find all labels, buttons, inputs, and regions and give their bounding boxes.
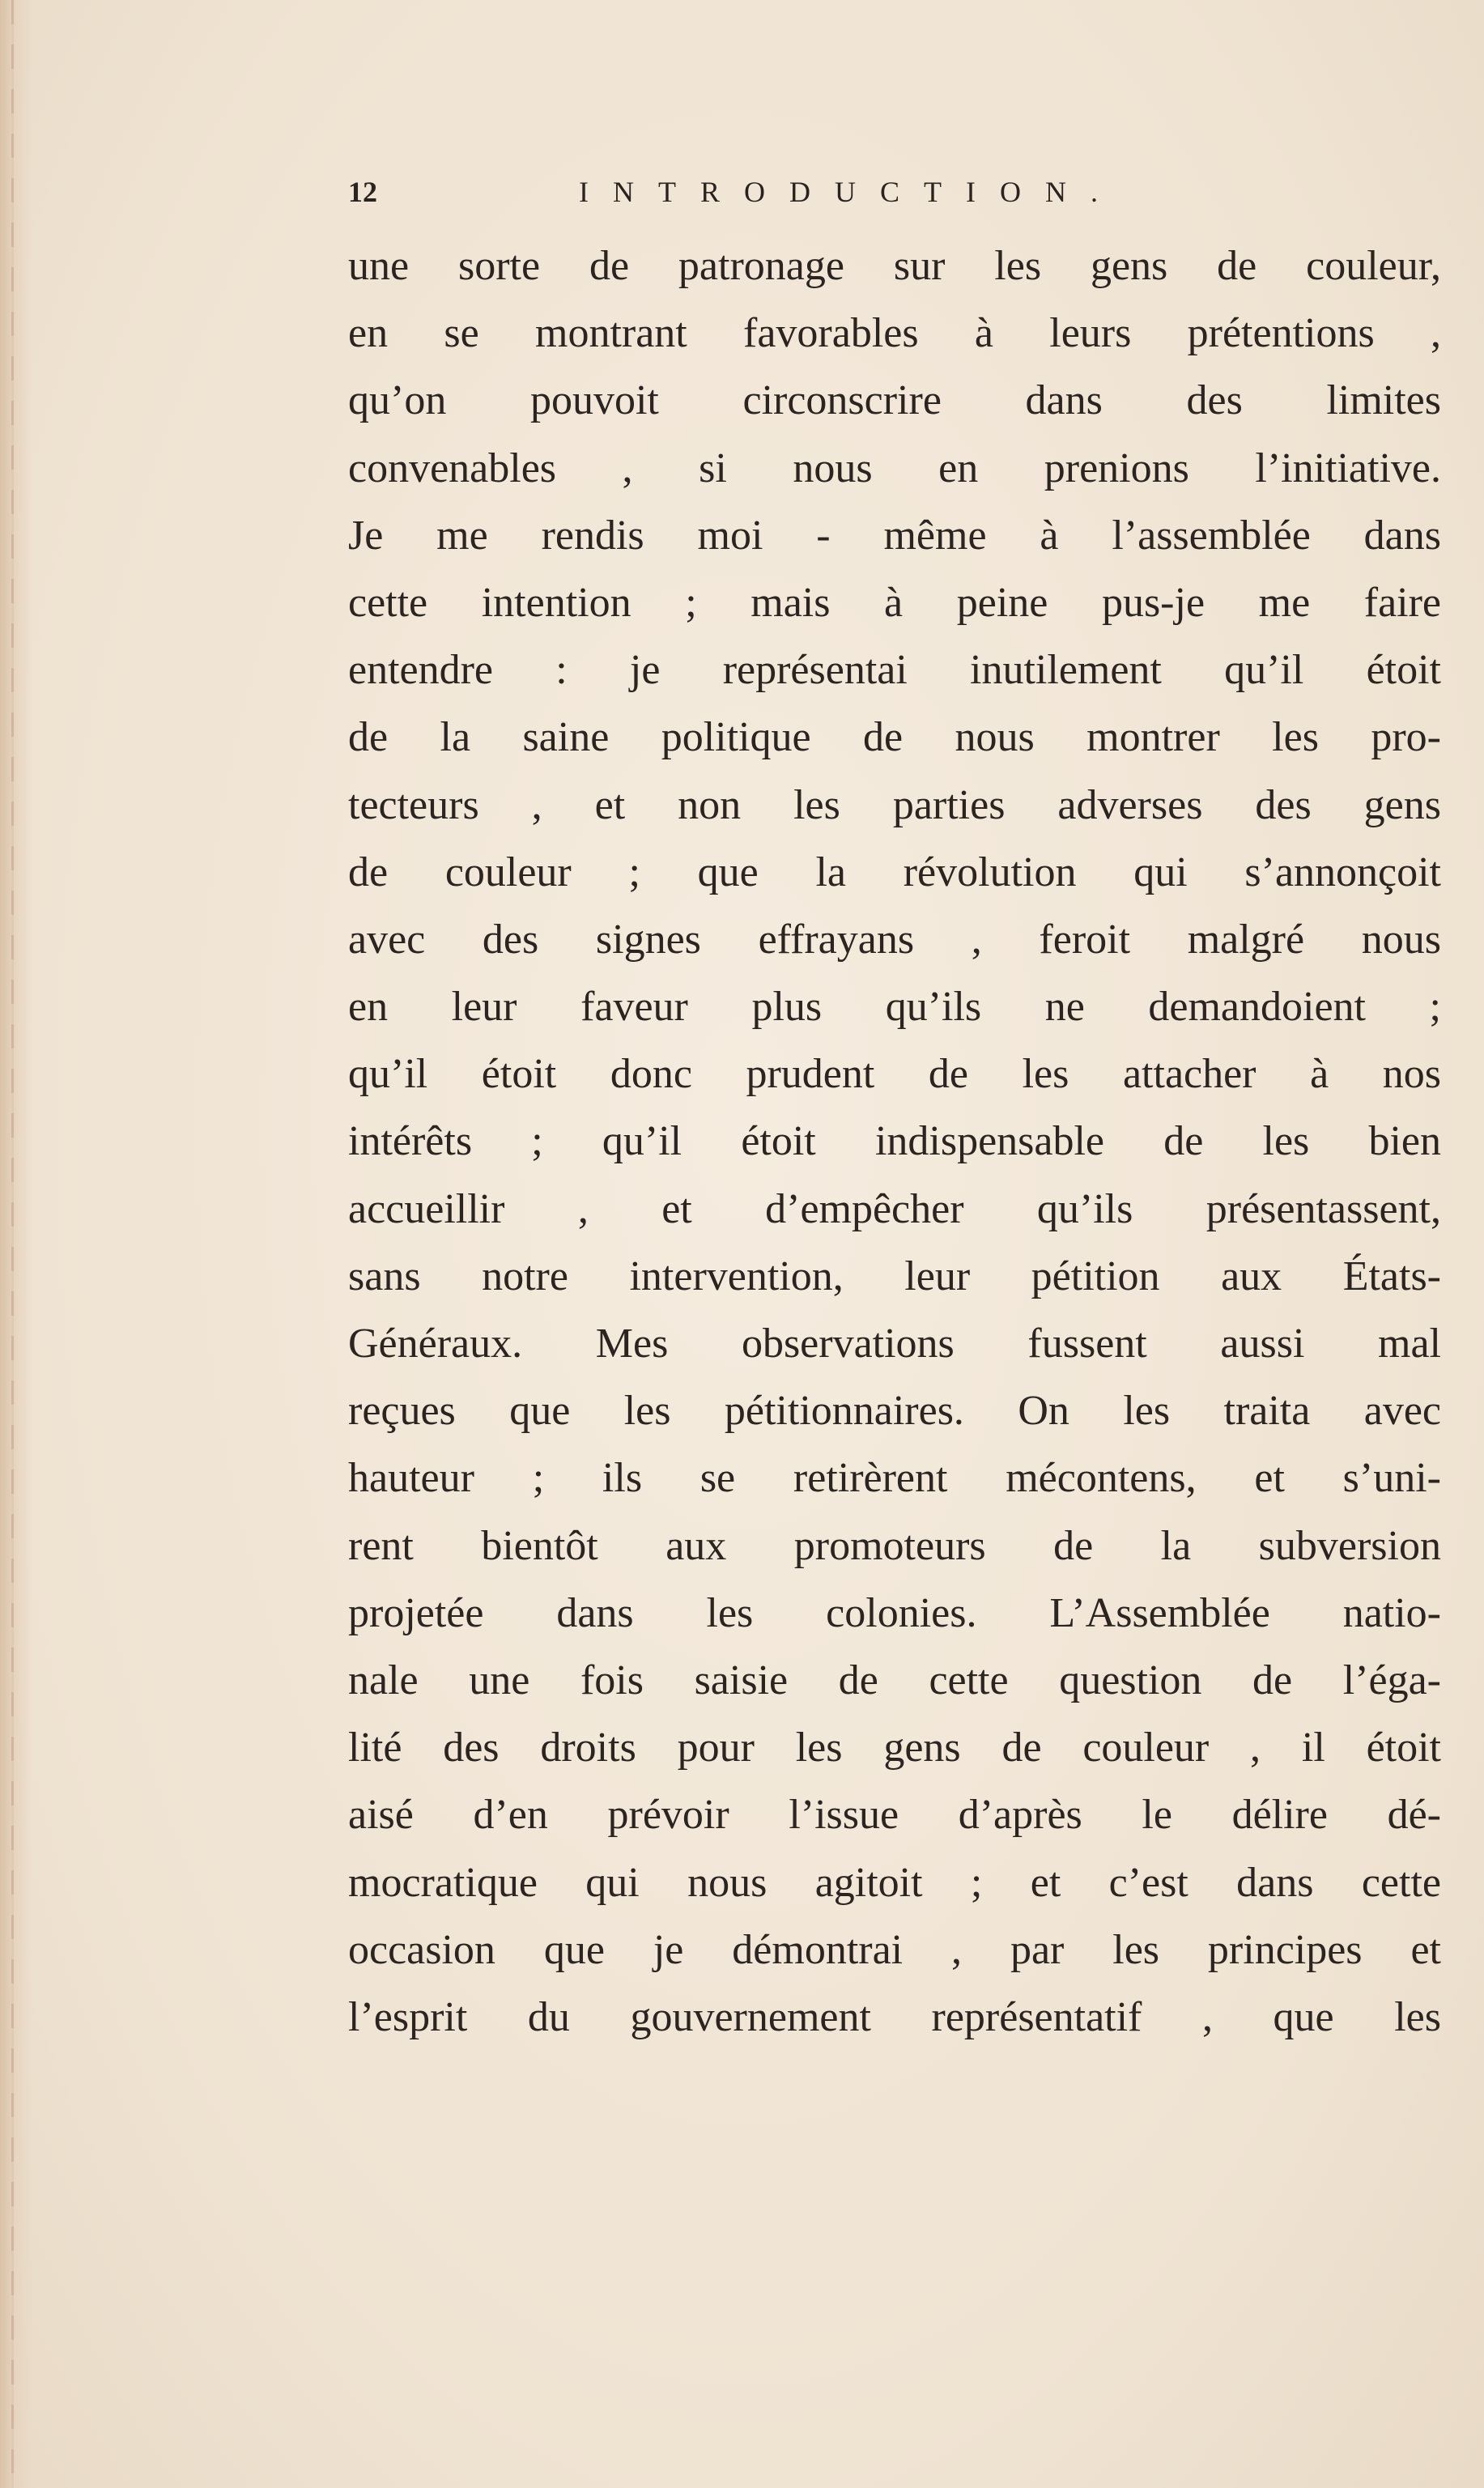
text-line: projetée dans les colonies. L’Assemblée natio- — [348, 1589, 1441, 1636]
text-line: occasion que je démontrai , par les principes et — [348, 1926, 1441, 1973]
text-line: en leur faveur plus qu’ils ne demandoient ; — [348, 984, 1441, 1031]
text-line: nale une fois saisie de cette question de l’éga- — [348, 1657, 1441, 1703]
text-line: qu’il étoit donc prudent de les attacher à nos — [348, 1051, 1441, 1098]
text-line: sans notre intervention, leur pétition aux États- — [348, 1253, 1441, 1299]
text-line: lité des droits pour les gens de couleur , il étoit — [348, 1725, 1441, 1771]
text-line: mocratique qui nous agitoit ; et c’est dans cette — [348, 1859, 1441, 1906]
page-header — [348, 168, 1441, 216]
text-line: tecteurs , et non les parties adverses des gens — [348, 781, 1441, 828]
text-line: accueillir , et d’empêcher qu’ils présentassent, — [348, 1185, 1441, 1232]
page-number: 12 — [348, 176, 377, 208]
text-line: avec des signes effrayans , feroit malgré nous — [348, 916, 1441, 963]
text-line: reçues que les pétitionnaires. On les traita avec — [348, 1388, 1441, 1435]
text-line: en se montrant favorables à leurs prétentions , — [348, 310, 1441, 357]
page-spine-edge — [0, 0, 32, 2488]
running-head: INTRODUCTION. — [579, 176, 1122, 208]
text-line: une sorte de patronage sur les gens de couleur, — [348, 243, 1441, 289]
text-line: de couleur ; que la révolution qui s’annonçoit — [348, 848, 1441, 895]
body-text — [348, 232, 1441, 2051]
text-line: qu’on pouvoit circonscrire dans des limites — [348, 377, 1441, 424]
text-line: aisé d’en prévoir l’issue d’après le délire dé- — [348, 1792, 1441, 1839]
text-line: Je me rendis moi - même à l’assemblée dans — [348, 512, 1441, 559]
text-line: rent bientôt aux promoteurs de la subversion — [348, 1522, 1441, 1569]
text-line: hauteur ; ils se retirèrent mécontens, et s’uni- — [348, 1455, 1441, 1502]
text-line: de la saine politique de nous montrer les pro- — [348, 714, 1441, 761]
text-line: convenables , si nous en prenions l’initiative. — [348, 444, 1441, 491]
text-line: l’esprit du gouvernement représentatif , que les — [348, 1993, 1441, 2040]
text-line: Généraux. Mes observations fussent aussi mal — [348, 1321, 1441, 1367]
text-line: intérêts ; qu’il étoit indispensable de les bien — [348, 1118, 1441, 1165]
text-line: cette intention ; mais à peine pus-je me faire — [348, 579, 1441, 626]
text-line: entendre : je représentai inutilement qu’il étoit — [348, 647, 1441, 694]
